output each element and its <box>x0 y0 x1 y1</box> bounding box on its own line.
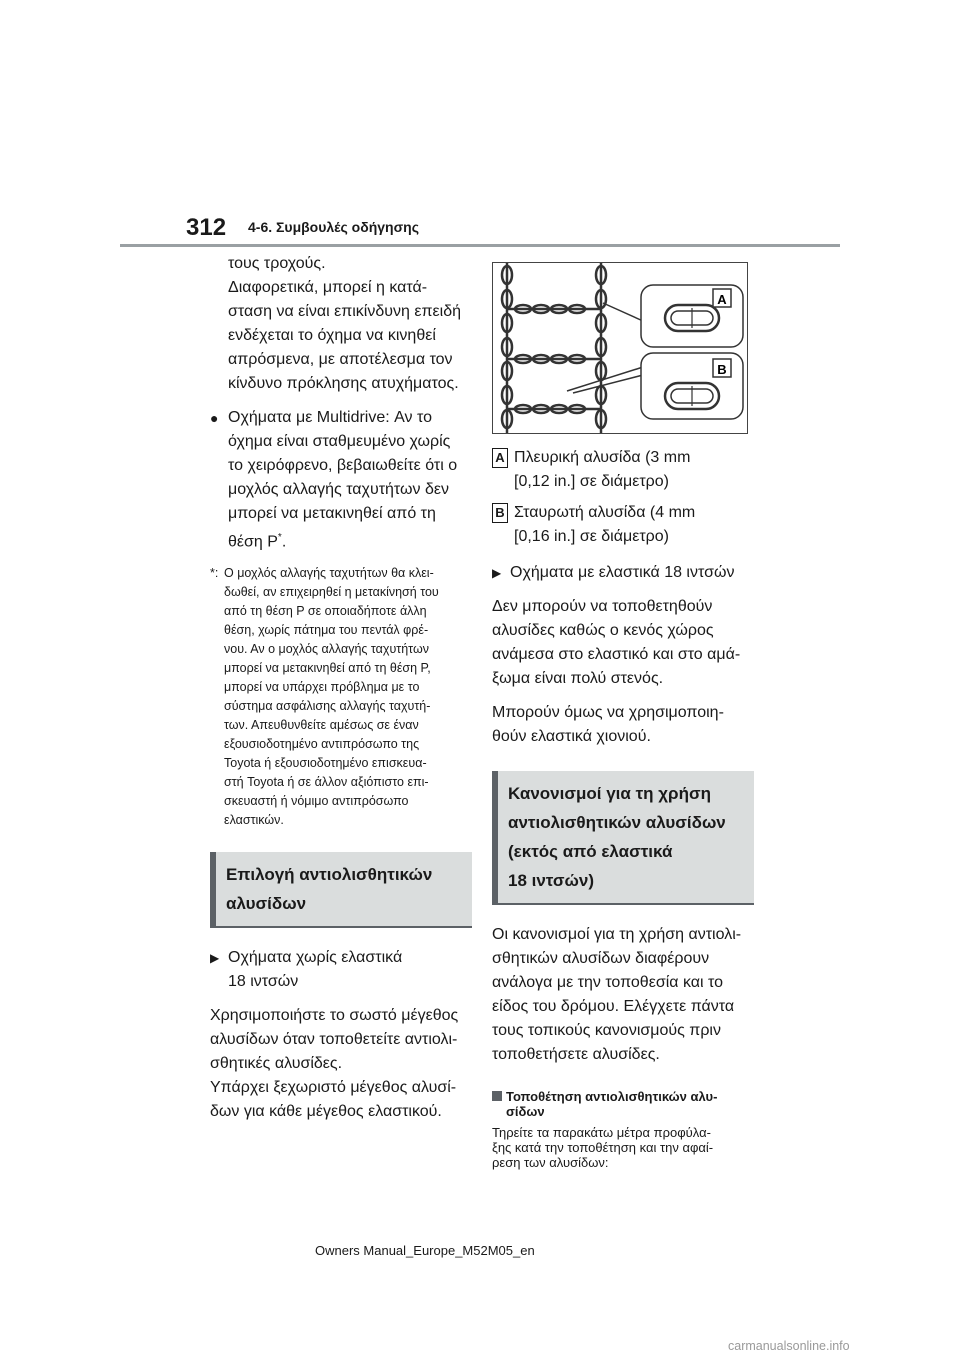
sub-heading-text: Τοποθέτηση αντιολισθητικών αλυ- σίδων <box>506 1089 718 1119</box>
chain-diagram <box>492 262 748 434</box>
chain-illustration <box>493 263 747 433</box>
precautions-paragraph: Τηρείτε τα παρακάτω μέτρα προφύλα- ξης κατά την τοποθέτηση και την αφαί- ρεση των αλυσίδων: <box>492 1125 714 1170</box>
figure-label-a: A <box>717 292 727 307</box>
watermark: carmanualsonline.info <box>728 1339 850 1353</box>
arrow-item-text: Οχήματα χωρίς ελαστικά 18 ιντσών <box>228 949 403 991</box>
arrow-item-no-18in <box>210 946 472 994</box>
continued-paragraph: τους τροχούς. Διαφορετικά, μπορεί η κατά- σταση να είναι επικίνδυνη επειδή ενδέχεται το όχημα να κινηθεί απρόσμενα, με αποτέλεσμα τον κίνδυνο πρόκλησης ατυχήματος. <box>228 255 462 392</box>
badge-b: B <box>492 503 508 523</box>
footer-manual-id: Owners Manual_Europe_M52M05_en <box>315 1243 535 1258</box>
header-rule <box>120 244 840 247</box>
footnote-mark: *: <box>210 566 219 581</box>
page-number: 312 <box>186 214 227 241</box>
heading-chain-regulations: Κανονισμοί για τη χρήση αντιολισθητικών αλυσίδων (εκτός από ελαστικά 18 ιντσών) <box>492 771 754 905</box>
badge-a: A <box>492 448 508 468</box>
footnote-text: Ο μοχλός αλλαγής ταχυτήτων θα κλει- δωθεί, αν επιχειρηθεί η μετακίνησή του από τη θέση P σε οποιαδήποτε άλλη θέση, χωρίς πάτημα του πεντάλ φρέ- νου. Αν ο μοχλός αλλαγής ταχυτήτων μπορεί να μετακινηθεί από τη θέση P, μπορεί να υπάρχει πρόβλημα με το σύστημα ασφάλισης αλλαγής ταχυτή- των. Απευθυνθείτε αμέσως σε έναν εξουσιοδοτημένο αντιπρόσωπο της Toyota ή εξουσιοδοτημένο επισκευα- στή Toyota ή σε άλλον αξιόπιστο επι- σκευαστή ή νόμιμο αντιπρόσωπο ελαστικών. <box>224 566 439 828</box>
regulations-paragraph: Οι κανονισμοί για τη χρήση αντιολι- σθητικών αλυσίδων διαφέρουν ανάλογα με την τοποθεσία και το είδος του δρόμου. Ελέγχετε πάντα τους τοπικούς κανονισμούς πριν τοποθετήσετε αλυσίδες. <box>492 926 742 1063</box>
multidrive-bullet-text: Οχήματα με Multidrive: Αν το όχημα είναι σταθμευμένο χωρίς το χειρόφρενο, βεβαιωθείτε ότι ο μοχλός αλλαγής ταχυτήτων δεν μπορεί να μετακινηθεί από τη θέση P <box>228 409 458 551</box>
chain-size-paragraph: Χρησιμοποιήστε το σωστό μέγεθος αλυσίδων όταν τοποθετείτε αντιολι- σθητικές αλυσίδες. Υπάρχει ξεχωριστό μέγεθος αλυσί- δων για κάθε μέγεθος ελαστικού. <box>210 1007 459 1121</box>
right-column <box>492 262 754 1178</box>
multidrive-bullet: ● Οχήματα με Multidrive: Αν το όχημα είναι σταθμευμένο χωρίς το χειρόφρενο, βεβαιωθείτε ότι ο μοχλός αλλαγής ταχυτήτων δεν μπορεί να μετακινηθεί από τη θέση P*. <box>210 406 472 554</box>
heading-chain-selection: Επιλογή αντιολισθητικών αλυσίδων <box>210 852 472 928</box>
item-b-text: Σταυρωτή αλυσίδα (4 mm [0,16 in.] σε διάμετρο) <box>514 504 696 545</box>
chain-links-icon <box>502 263 606 433</box>
footnote-ref: * <box>277 532 282 543</box>
section-title: 4-6. Συμβουλές οδήγησης <box>248 219 419 235</box>
arrow-item-text: Οχήματα με ελαστικά 18 ιντσών <box>510 564 735 581</box>
square-bullet-icon <box>492 1091 502 1101</box>
item-side-chain <box>492 446 754 494</box>
arrow-right-icon: ▶ <box>492 566 502 580</box>
left-column <box>210 252 472 1134</box>
item-a-text: Πλευρική αλυσίδα (3 mm [0,12 in.] σε διάμετρο) <box>514 449 691 490</box>
bullet-dot-icon: ● <box>210 410 219 426</box>
sub-heading-installing <box>492 1089 754 1119</box>
figure-label-b: B <box>717 362 727 377</box>
item-cross-chain <box>492 501 754 549</box>
no-chains-paragraph: Δεν μπορούν να τοποθετηθούν αλυσίδες καθώς ο κενός χώρος ανάμεσα στο ελαστικό και στο αμά- ξωμα είναι πολύ στενός. <box>492 598 741 687</box>
arrow-item-18in <box>492 561 754 585</box>
arrow-right-icon: ▶ <box>210 951 220 966</box>
snow-tires-paragraph: Μπορούν όμως να χρησιμοποιη- θούν ελαστικά χιονιού. <box>492 704 724 745</box>
footnote <box>210 564 472 830</box>
